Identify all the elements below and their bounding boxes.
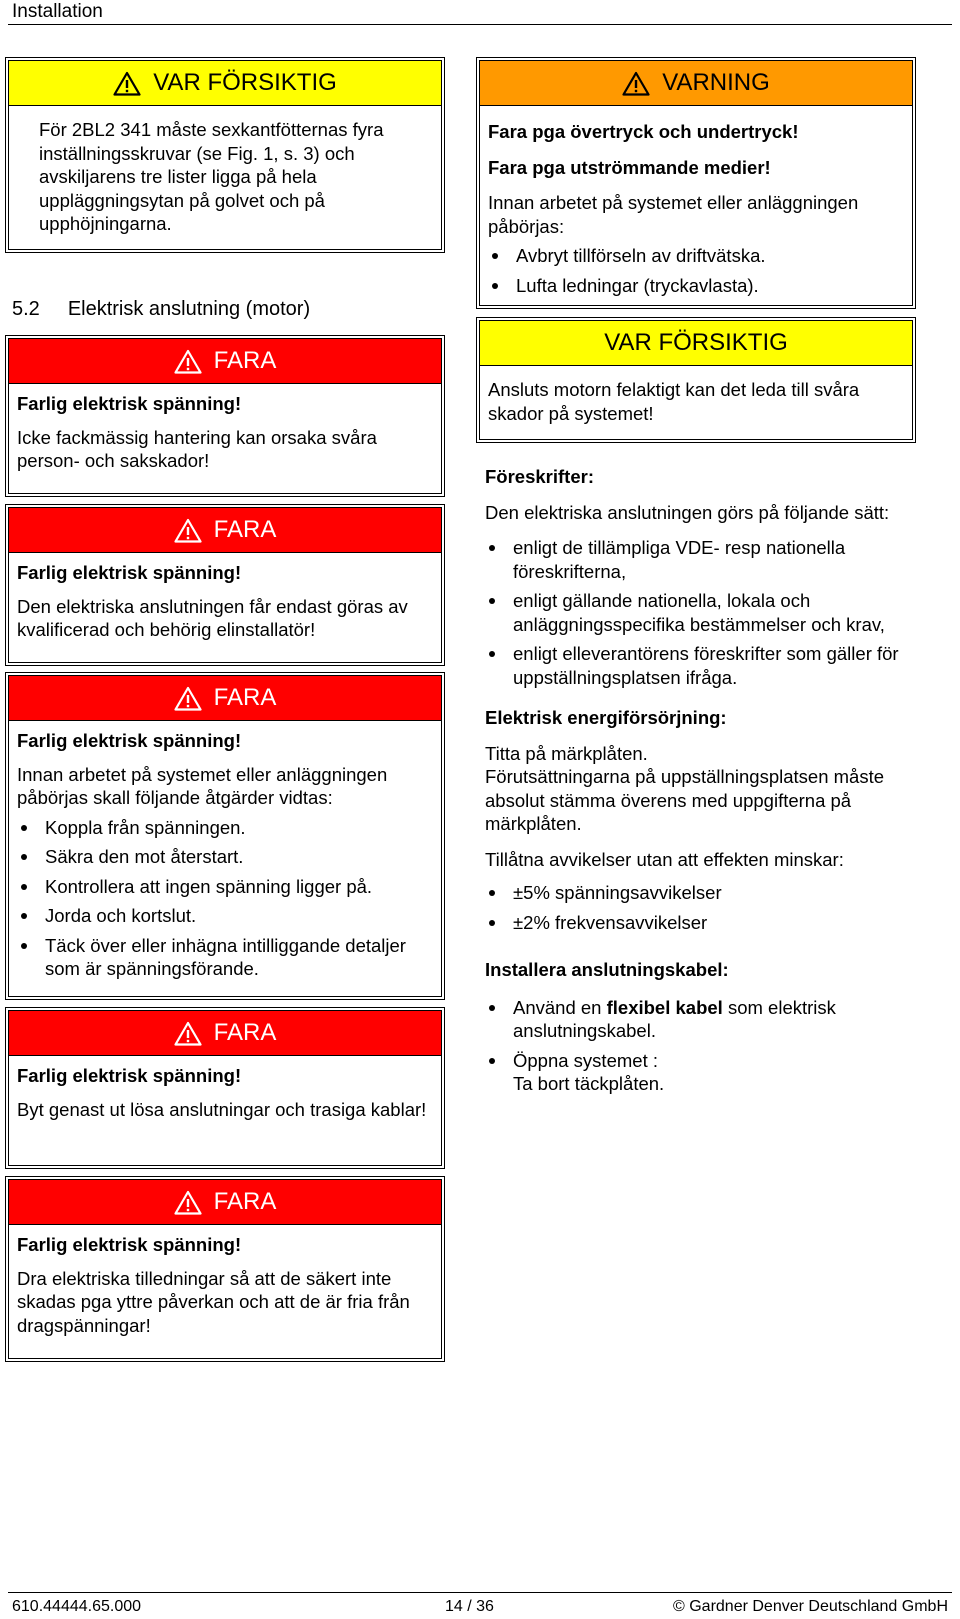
cable-item-post: som elektrisk anslutningskabel. — [513, 996, 836, 1041]
caution-box-mounting — [8, 60, 442, 250]
danger-title: FARA — [213, 1019, 277, 1047]
power-supply-section — [485, 706, 937, 940]
warning-triangle-icon — [174, 1190, 202, 1215]
warning-triangle-icon — [174, 1021, 202, 1046]
danger-lead: Farlig elektrisk spänning! — [17, 1234, 242, 1255]
cable-list — [485, 996, 937, 1096]
list-item: ±2% frekvensavvikelser — [485, 911, 937, 935]
danger-title: FARA — [213, 1188, 277, 1216]
list-item: Säkra den mot återstart. — [17, 845, 433, 869]
list-item: Koppla från spänningen. — [17, 816, 433, 840]
danger-box-5 — [8, 1179, 442, 1359]
warning-triangle-icon — [622, 71, 650, 96]
danger-title: FARA — [213, 516, 277, 544]
footer-divider — [8, 1592, 952, 1593]
warning-lead-2: Fara pga utströmmande medier! — [488, 156, 771, 178]
danger-lead: Farlig elektrisk spänning! — [17, 730, 242, 751]
cable-item-bold: flexibel kabel — [606, 996, 723, 1018]
danger-header — [9, 676, 441, 721]
danger-box-1 — [8, 338, 442, 494]
warning-header — [480, 61, 912, 106]
danger-header — [9, 1011, 441, 1056]
footer-company: © Gardner Denver Deutschland GmbH — [672, 1598, 948, 1615]
tolerance-list — [485, 881, 937, 934]
power-line-2: Förutsättningarna på uppställningsplatsen måste absolut stämma överens med uppgifterna på märkplåten. — [485, 766, 885, 834]
warning-triangle-icon — [174, 686, 202, 711]
list-item: ±5% spänningsavvikelser — [485, 881, 937, 905]
section-number: 5.2 — [12, 298, 40, 320]
list-item: Avbryt tillförseln av driftvätska. — [488, 244, 904, 268]
danger-title: FARA — [213, 347, 277, 375]
page-header-title: Installation — [12, 1, 103, 22]
danger-text: Byt genast ut lösa anslutningar och trasiga kablar! — [17, 1098, 427, 1120]
list-item: Täck över eller inhägna intilliggande detaljer som är spänningsförande. — [17, 934, 433, 981]
list-item: enligt de tillämpliga VDE- resp nationella föreskrifterna, — [485, 536, 937, 583]
list-item — [485, 996, 937, 1043]
regulations-heading: Föreskrifter: — [485, 466, 594, 487]
danger-box-3 — [8, 675, 442, 997]
regulations-intro: Den elektriska anslutningen görs på följande sätt: — [485, 501, 890, 523]
warning-title: VARNING — [662, 69, 770, 97]
tolerance-intro: Tillåtna avvikelser utan att effekten minskar: — [485, 848, 844, 870]
caution-title: VAR FÖRSIKTIG — [153, 69, 337, 97]
warning-action-list — [488, 244, 904, 297]
list-item: Lufta ledningar (tryckavlasta). — [488, 274, 904, 298]
list-item: Kontrollera att ingen spänning ligger på. — [17, 875, 433, 899]
warning-triangle-icon — [174, 518, 202, 543]
danger-header — [9, 508, 441, 553]
warning-triangle-icon — [113, 71, 141, 96]
regulations-section — [485, 465, 937, 695]
danger-action-list — [17, 816, 433, 981]
cable-item2-line1: Öppna systemet : — [513, 1049, 658, 1071]
power-line-1: Titta på märkplåten. — [485, 742, 648, 764]
caution-header — [480, 321, 912, 366]
cable-item2-line2: Ta bort täckplåten. — [513, 1073, 665, 1094]
header-divider — [8, 24, 952, 25]
warning-triangle-icon — [174, 349, 202, 374]
danger-lead: Farlig elektrisk spänning! — [17, 562, 242, 583]
cable-section — [485, 958, 937, 1102]
warning-text: Innan arbetet på systemet eller anläggningen påbörjas: — [488, 192, 859, 237]
footer-doc-number: 610.44444.65.000 — [12, 1598, 142, 1615]
caution-box-motor — [479, 320, 913, 440]
danger-text: Den elektriska anslutningen får endast göras av kvalificerad och behörig elinstallatör! — [17, 595, 408, 640]
warning-box — [479, 60, 913, 306]
list-item — [485, 1049, 937, 1096]
danger-text: Icke fackmässig hantering kan orsaka svåra person- och sakskador! — [17, 426, 377, 471]
list-item: Jorda och kortslut. — [17, 904, 433, 928]
section-title: Elektrisk anslutning (motor) — [67, 298, 311, 320]
danger-title: FARA — [213, 684, 277, 712]
danger-text: Dra elektriska tilledningar så att de säkert inte skadas pga yttre påverkan och att de är fria från dragspänningar! — [17, 1267, 410, 1336]
section-heading — [12, 298, 310, 322]
warning-lead-1: Fara pga övertryck och undertryck! — [488, 121, 799, 142]
regulations-list — [485, 536, 937, 689]
danger-box-4 — [8, 1010, 442, 1166]
cable-item-pre: Använd en — [513, 996, 607, 1018]
danger-lead: Farlig elektrisk spänning! — [17, 393, 242, 414]
danger-lead: Farlig elektrisk spänning! — [17, 1065, 242, 1086]
caution-text: För 2BL2 341 måste sexkantfötternas fyra inställningsskruvar (se Fig. 1, s. 3) och avskiljarens tre lister ligga på hela uppläggningsytan på golvet och på upphöjningarna. — [39, 119, 384, 234]
danger-text: Innan arbetet på systemet eller anläggningen påbörjas skall följande åtgärder vidtas: — [17, 763, 388, 808]
cable-heading: Installera anslutningskabel: — [485, 959, 729, 980]
caution-title: VAR FÖRSIKTIG — [604, 329, 788, 357]
caution-text: Ansluts motorn felaktigt kan det leda till svåra skador på systemet! — [488, 379, 860, 424]
danger-header — [9, 1180, 441, 1225]
power-heading: Elektrisk energiförsörjning: — [485, 707, 727, 728]
list-item: enligt gällande nationella, lokala och anläggningsspecifika bestämmelser och krav, — [485, 589, 937, 636]
danger-header — [9, 339, 441, 384]
footer-page-number: 14 / 36 — [445, 1598, 494, 1615]
caution-header — [9, 61, 441, 106]
danger-box-2 — [8, 507, 442, 663]
list-item: enligt elleverantörens föreskrifter som gäller för uppställningsplatsen ifråga. — [485, 642, 937, 689]
